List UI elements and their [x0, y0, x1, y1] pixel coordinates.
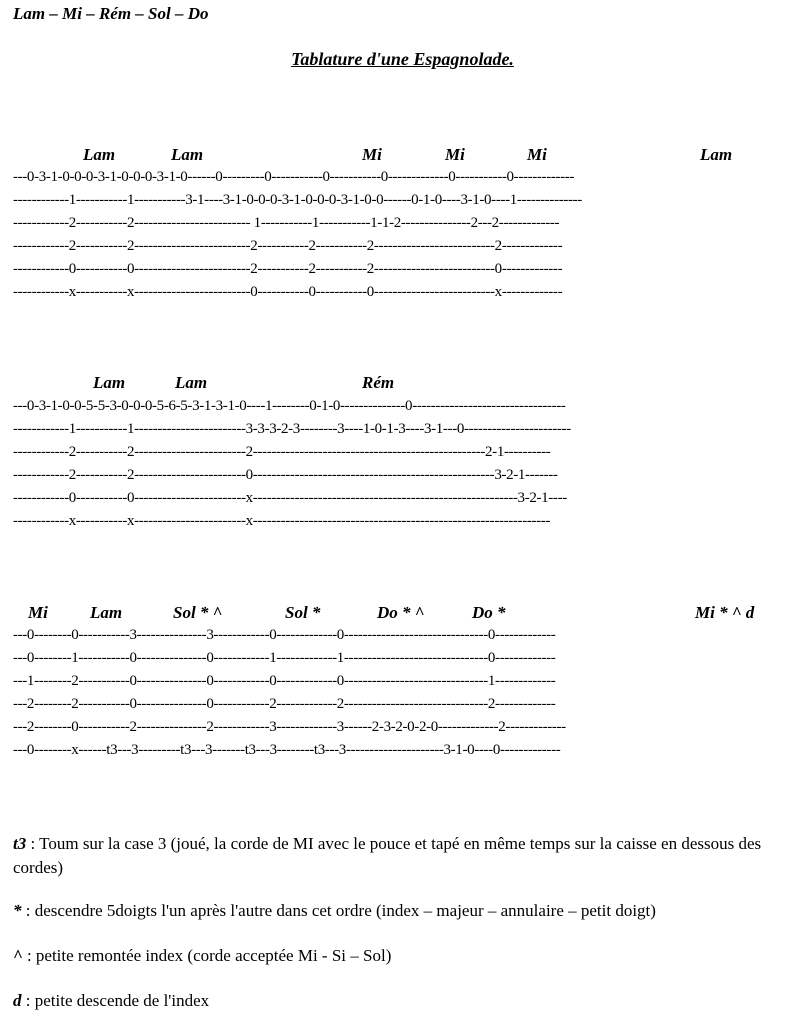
tab-line: ------------2-----------2------------------------0----------------------------------------------------3-2-1------- — [13, 467, 558, 483]
chord-label: Lam — [83, 145, 116, 164]
chord-label: Rém — [362, 373, 395, 392]
tab-line: ------------1-----------1------------------------3-3-3-2-3--------3----1-0-1-3----3-1---0----------------------- — [13, 421, 571, 437]
chord-label: Lam — [90, 603, 123, 622]
chord-label: Mi — [527, 145, 547, 164]
tab-line: ---2--------2-----------0---------------0------------2-------------2-------------------------------2------------- — [13, 696, 556, 712]
tab-line: ---1--------2-----------0---------------0------------0-------------0-------------------------------1------------- — [13, 673, 556, 689]
chord-row-3 — [13, 603, 803, 623]
legend-t3 — [13, 832, 798, 880]
page-title: Tablature d'une Espagnolade. — [291, 49, 514, 69]
tab-line: ---0-3-1-0-0-0-3-1-0-0-0-3-1-0------0---------0-----------0-----------0-------------0-----------0------------- — [13, 169, 575, 185]
chord-label: Mi — [28, 603, 48, 622]
chord-label: Mi * ^ d — [695, 603, 755, 622]
legend-text: : Toum sur la case 3 (joué, la corde de MI avec le pouce et tapé en même temps sur la caisse en dessous des cordes) — [13, 834, 762, 877]
legend-symbol: t3 — [13, 834, 27, 853]
tab-line: ------------0-----------0------------------------x---------------------------------------------------------3-2-1---- — [13, 490, 567, 506]
chord-label: Lam — [171, 145, 204, 164]
legend-text: : petite descende de l'index — [21, 991, 210, 1010]
legend-text: : descendre 5doigts l'un après l'autre dans cet ordre (index – majeur – annulaire – petit doigt) — [21, 901, 656, 920]
tab-line: ------------2-----------2-------------------------2-----------2-----------2--------------------------2------------- — [13, 238, 563, 254]
chord-label: Lam — [175, 373, 208, 392]
legend-symbol: * — [13, 901, 22, 920]
tab-line: ------------x-----------x------------------------x---------------------------------------------------------------- — [13, 513, 551, 529]
chord-label: Mi — [362, 145, 382, 164]
tab-line: ------------x-----------x-------------------------0-----------0-----------0--------------------------x------------- — [13, 284, 563, 300]
chord-label: Do * — [472, 603, 506, 622]
chord-row-1 — [13, 145, 803, 165]
legend-symbol: ^ — [13, 946, 23, 965]
tab-line: ------------1-----------1-----------3-1----3-1-0-0-0-3-1-0-0-0-3-1-0-0------0-1-0----3-1-0----1-------------- — [13, 192, 582, 208]
tab-line: ---0-3-1-0-0-5-5-3-0-0-0-5-6-5-3-1-3-1-0----1--------0-1-0--------------0--------------------------------- — [13, 398, 566, 414]
chord-label: Mi — [445, 145, 465, 164]
chord-label: Lam — [700, 145, 733, 164]
chord-label: Sol * — [285, 603, 321, 622]
legend-caret — [13, 944, 798, 968]
tab-line: ---0--------x------t3---3---------t3---3-------t3---3--------t3---3---------------------3-1-0----0------------- — [13, 742, 561, 758]
chord-label: Do * ^ — [377, 603, 425, 622]
tab-line: ------------2-----------2------------------------- 1-----------1-----------1-1-2---------------2---2------------- — [13, 215, 560, 231]
tab-line: ---0--------1-----------0---------------0------------1-------------1-------------------------------0------------- — [13, 650, 556, 666]
tab-line: ------------2-----------2------------------------2--------------------------------------------------2-1---------- — [13, 444, 551, 460]
legend-star — [13, 899, 798, 923]
chord-label: Lam — [93, 373, 126, 392]
tab-line: ------------0-----------0-------------------------2-----------2-----------2--------------------------0------------- — [13, 261, 563, 277]
legend-d — [13, 989, 798, 1013]
chord-label: Sol * ^ — [173, 603, 223, 622]
legend-symbol: d — [13, 991, 22, 1010]
chord-row-2 — [13, 373, 803, 393]
tab-line: ---2--------0-----------2---------------2------------3-------------3------2-3-2-0-2-0-------------2------------- — [13, 719, 566, 735]
legend-text: : petite remontée index (corde acceptée Mi - Si – Sol) — [22, 946, 392, 965]
tab-line: ---0--------0-----------3---------------3------------0-------------0-------------------------------0------------- — [13, 627, 556, 643]
chord-sequence-header: Lam – Mi – Rém – Sol – Do — [13, 4, 209, 23]
